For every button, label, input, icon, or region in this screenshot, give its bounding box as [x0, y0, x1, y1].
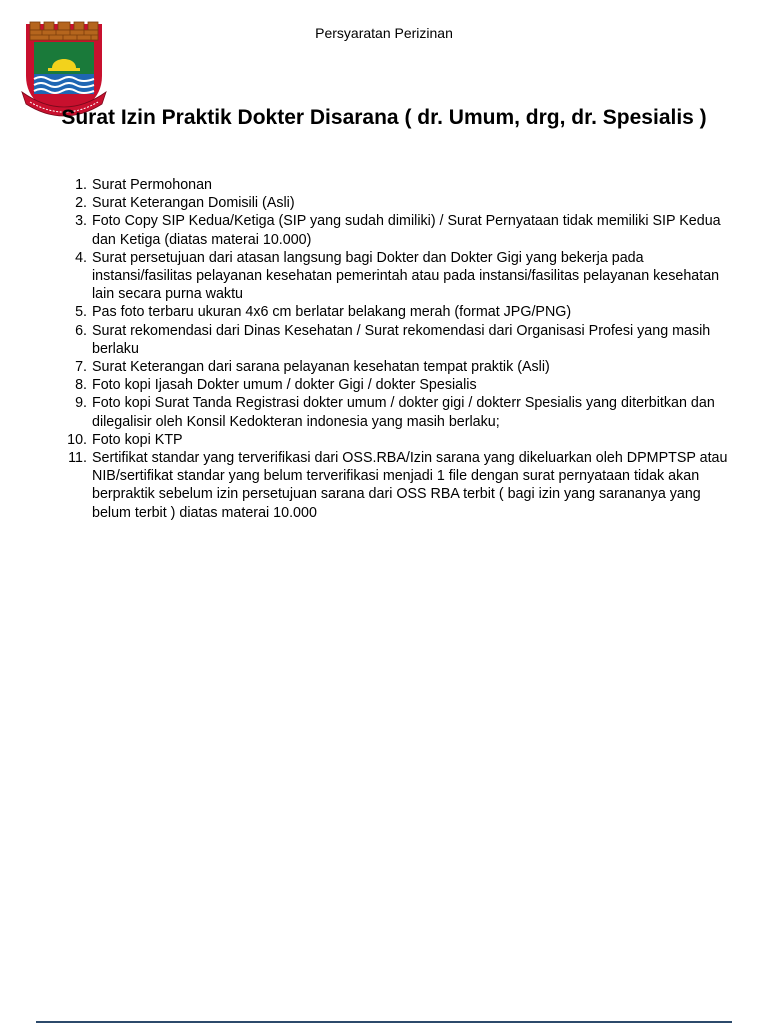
list-item-text: Foto kopi Surat Tanda Registrasi dokter umum / dokter gigi / dokterr Spesialis yang diterbitkan dan dilegalisir oleh Konsil Kedokteran indonesia yang masih berlaku;	[92, 395, 715, 430]
list-item-number: 5.	[75, 304, 87, 321]
list-item-text: Sertifikat standar yang terverifikasi dari OSS.RBA/Izin sarana yang dikeluarkan oleh DPMPTSP atau NIB/sertifikat standar yang belum terverifikasi menjadi 1 file dengan surat pernyataan tidak akan berpraktik sebelum izin persetujuan sarana dari OSS RBA terbit ( bagi izin yang sarananya yang belum terbit ) diatas materai 10.000	[92, 450, 728, 521]
list-item-text: Surat Permohonan	[92, 177, 213, 193]
list-item-number: 6.	[75, 322, 87, 339]
list-item-number: 2.	[75, 195, 87, 212]
list-item	[60, 249, 740, 304]
list-item	[60, 194, 740, 212]
list-item	[60, 394, 740, 430]
requirements-list	[60, 176, 740, 522]
list-item-number: 8.	[75, 377, 87, 394]
list-item-number: 4.	[75, 249, 87, 266]
list-item-text: Surat persetujuan dari atasan langsung bagi Dokter dan Dokter Gigi yang bekerja pada instansi/fasilitas pelayanan kesehatan pemerintah atau pada instansi/fasilitas pelayanan kesehatan lain secara purna waktu	[92, 249, 720, 303]
list-item	[60, 322, 740, 358]
list-item-number: 11.	[68, 450, 87, 467]
list-item	[60, 303, 740, 321]
water-waves	[34, 74, 94, 94]
list-item-number: 1.	[75, 177, 87, 193]
list-item-text: Foto kopi KTP	[92, 431, 183, 448]
list-item-number: 3.	[75, 213, 87, 230]
list-item-text: Pas foto terbaru ukuran 4x6 cm berlatar belakang merah (format JPG/PNG)	[92, 304, 572, 321]
document-title: Surat Izin Praktik Dokter Disarana ( dr. Umum, drg, dr. Spesialis )	[61, 106, 707, 129]
list-item	[60, 212, 740, 248]
list-item-text: Foto kopi Ijasah Dokter umum / dokter Gigi / dokter Spesialis	[92, 377, 477, 394]
list-item-text: Surat Keterangan Domisili (Asli)	[92, 195, 295, 212]
list-item	[60, 176, 740, 194]
list-item	[60, 358, 740, 376]
list-item-text: Foto Copy SIP Kedua/Ketiga (SIP yang sudah dimiliki) / Surat Pernyataan tidak memiliki SIP Kedua dan Ketiga (diatas materai 10.000)	[92, 213, 721, 248]
footer-divider	[36, 1021, 732, 1023]
list-item	[60, 449, 740, 522]
list-item-number: 7.	[75, 359, 87, 376]
list-item	[60, 431, 740, 449]
list-item-text: Surat Keterangan dari sarana pelayanan kesehatan tempat praktik (Asli)	[92, 359, 550, 376]
list-item	[60, 376, 740, 394]
list-item-text: Surat rekomendasi dari Dinas Kesehatan / Surat rekomendasi dari Organisasi Profesi yang masih berlaku	[92, 322, 711, 357]
page-header-title: Persyaratan Perizinan	[315, 25, 453, 41]
list-item-number: 10.	[67, 431, 87, 448]
list-item-number: 9.	[75, 395, 87, 412]
